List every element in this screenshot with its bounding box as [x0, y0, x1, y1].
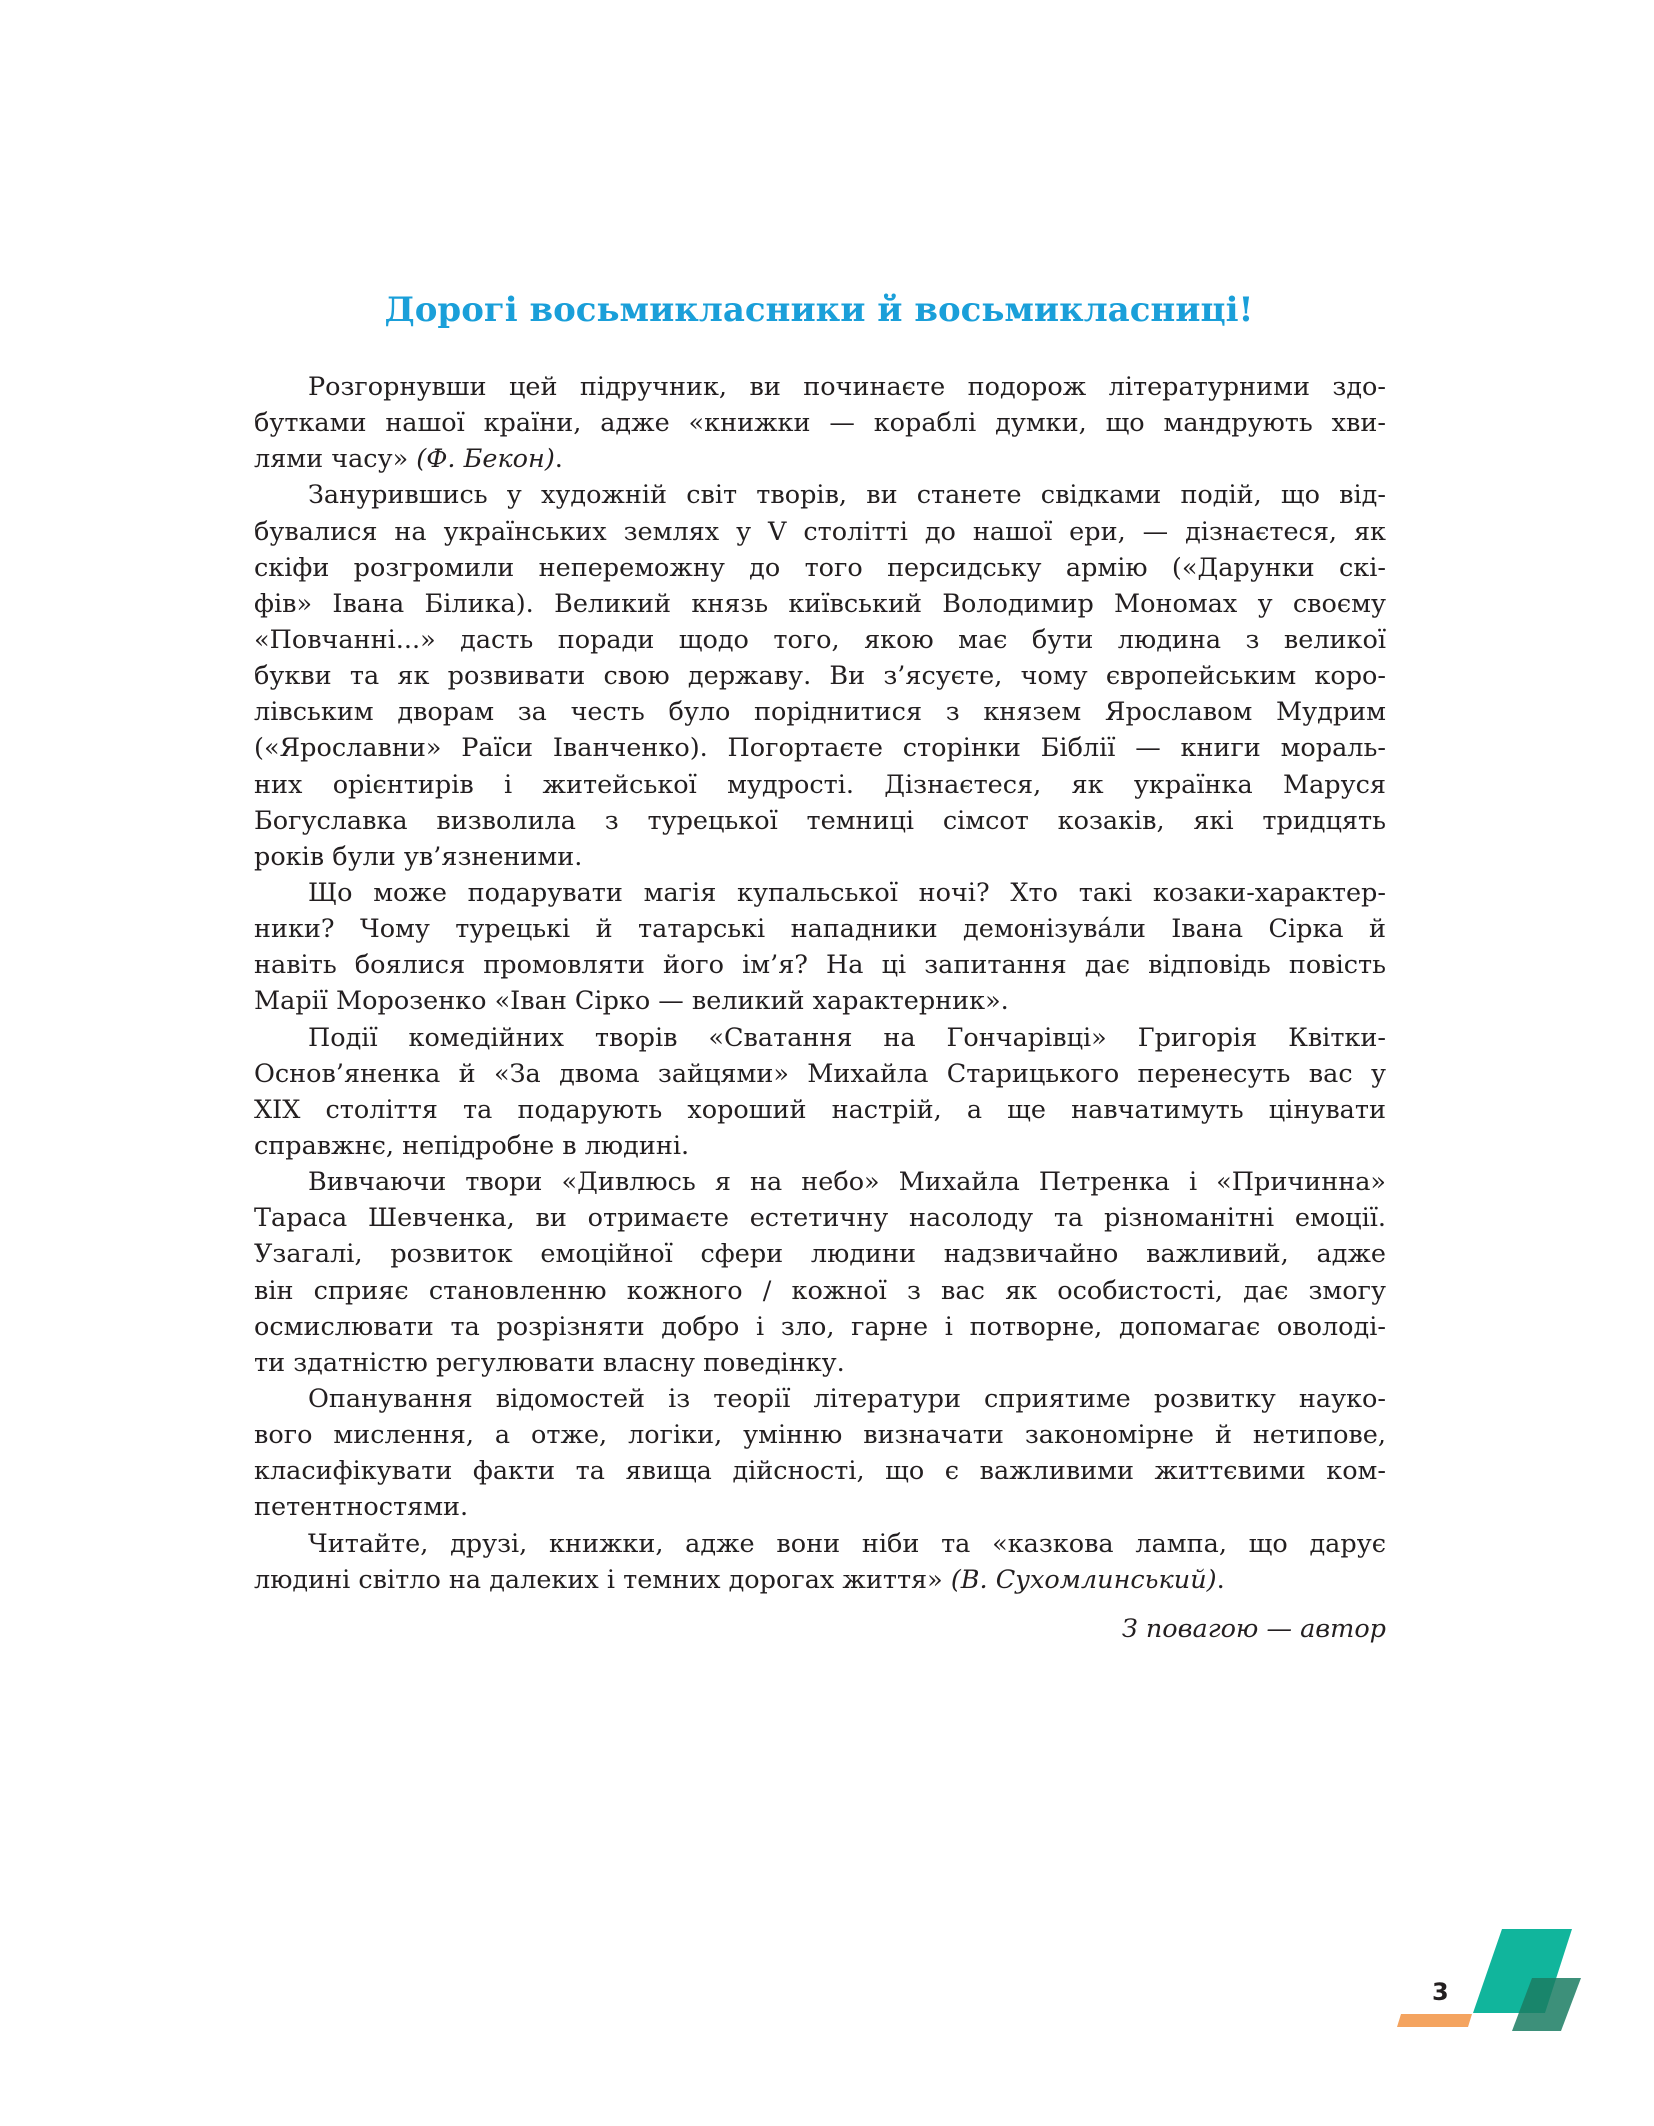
text-segment: Вивчаючи твори «Дивлюсь я на небо» Михайла Петренка і «Причинна» [308, 1167, 1386, 1198]
text-segment: Марії Морозенко «Іван Сірко — великий характерник». [254, 986, 1009, 1017]
citation-author: (В. Сухомлинський) [950, 1564, 1217, 1595]
text-segment: справжнє, непідробне в людині. [254, 1130, 690, 1161]
text-segment: ти здатністю регулювати власну поведінку. [254, 1347, 845, 1378]
text-segment: років були ув’язненими. [254, 841, 583, 872]
text-segment: бутками нашої країни, адже «книжки — кораблі думки, що мандрують хви- [254, 408, 1386, 439]
text-segment: вого мислення, а отже, логіки, умінню визначати закономірне й нетипове, [254, 1420, 1386, 1451]
text-segment: Опанування відомостей із теорії літератури сприятиме розвитку науко- [308, 1383, 1386, 1414]
text-segment: Події комедійних творів «Сватання на Гончарівці» Григорія Квітки- [308, 1022, 1386, 1053]
text-segment: Що може подарувати магія купальської ночі? Хто такі козаки-характер- [308, 877, 1386, 908]
text-segment: бувалися на українських землях у V столітті до нашої ери, — дізнаєтеся, як [254, 516, 1386, 547]
text-segment: Богуславка визволила з турецької темниці сімсот козаків, які тридцять [254, 805, 1386, 836]
text-segment: скіфи розгромили непереможну до того персидську армію («Дарунки скі- [254, 552, 1386, 583]
signature: З повагою — автор [1121, 1614, 1386, 1644]
citation-author: (Ф. Бекон) [416, 444, 555, 475]
text-segment: XIX століття та подарують хороший настрій, а ще навчатимуть цінувати [254, 1094, 1386, 1125]
text-segment: «Повчанні...» дасть поради щодо того, якою має бути людина з великої [254, 624, 1386, 655]
text-segment: він сприяє становленню кожного / кожної з вас як особистості, дає змогу [254, 1275, 1386, 1306]
orange-bar-shape [1397, 2014, 1472, 2027]
text-segment: людині світло на далеких і темних дорогах життя» [254, 1564, 951, 1595]
text-segment: («Ярославни» Раїси Іванченко). Погортаєте сторінки Біблії — книги мораль- [254, 733, 1386, 764]
text-segment: них орієнтирів і житейської мудрості. Дізнаєтеся, як українка Маруся [254, 769, 1386, 800]
text-segment: Розгорнувши цей підручник, ви починаєте подорож літературними здо- [308, 372, 1386, 402]
text-segment: Занурившись у художній світ творів, ви станете свідками подій, що від- [308, 480, 1386, 511]
text-segment: букви та як розвивати свою державу. Ви з’ясуєте, чому європейським коро- [254, 661, 1386, 692]
text-segment: Тараса Шевченка, ви отримаєте естетичну насолоду та різноманітні емоції. [254, 1203, 1386, 1234]
text-segment: осмислювати та розрізняти добро і зло, гарне і потворне, допомагає оволоді- [254, 1311, 1386, 1342]
text-segment: фів» Івана Білика). Великий князь київський Володимир Мономах у своєму [254, 588, 1386, 619]
text-segment: класифікувати факти та явища дійсності, що є важливими життєвими ком- [254, 1456, 1386, 1487]
text-segment: лівським дворам за честь було поріднитися з князем Ярославом Мудрим [254, 697, 1386, 728]
text-segment: Узагалі, розвиток емоційної сфери людини надзвичайно важливий, адже [254, 1239, 1386, 1270]
text-segment: ники? Чому турецькі й татарські нападники демонізува́ли Івана Сірка й [254, 914, 1386, 945]
text-segment: навіть боялися промовляти його ім’я? На ці запитання дає відповідь повість [254, 950, 1386, 981]
page-number: 3 [1432, 1978, 1449, 2006]
text-segment: лями часу» [254, 444, 417, 475]
page-title: Дорогі восьмикласники й восьмикласниці! [384, 290, 1254, 330]
text-segment: . [1216, 1564, 1225, 1595]
text-segment: Читайте, друзі, книжки, адже вони ніби та «казкова лампа, що дарує [308, 1528, 1386, 1559]
text-segment: петентностями. [254, 1492, 469, 1523]
text-segment: Основ’яненка й «За двома зайцями» Михайла Старицького перенесуть вас у [254, 1058, 1386, 1089]
text-segment: . [554, 444, 563, 475]
